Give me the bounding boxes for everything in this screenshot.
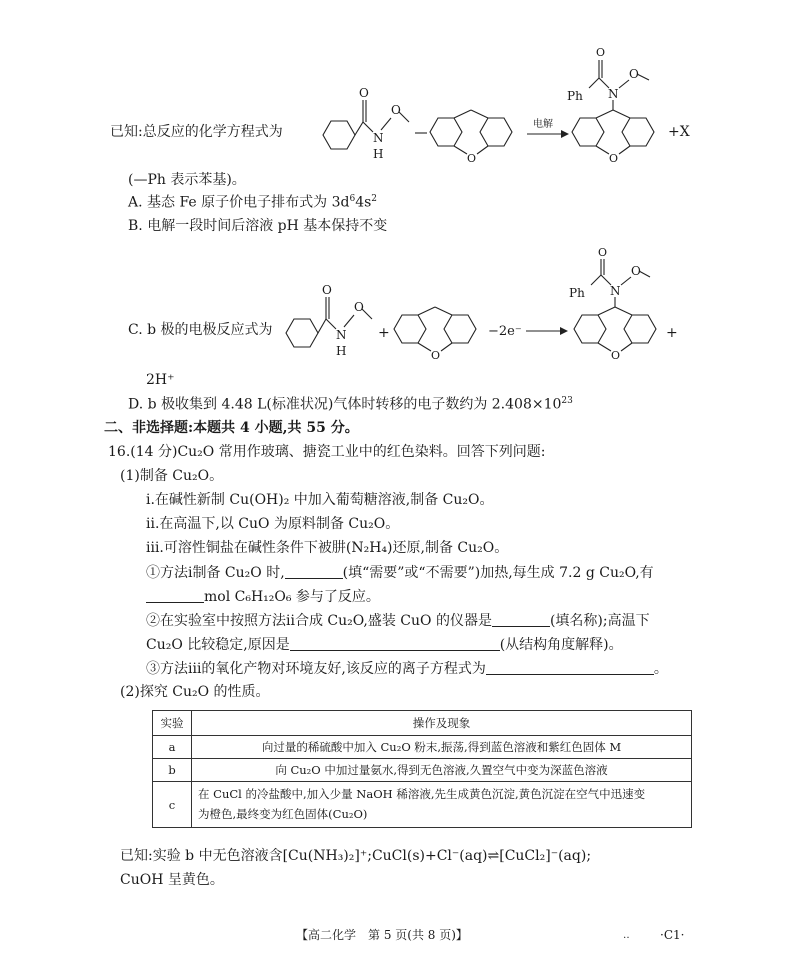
plus-x: +X (668, 124, 690, 140)
reaction-intro: 已知:总反应的化学方程式为 (110, 124, 283, 140)
method-3: ⅲ.可溶性铜盐在碱性条件下被肼(N₂H₄)还原,制备 Cu₂O。 (146, 540, 509, 556)
answer-blank-mol[interactable] (146, 588, 204, 603)
carbonyl-o: O (322, 283, 332, 297)
product-ether-o: O (631, 264, 641, 278)
product-ring-left (574, 315, 606, 343)
electrolysis-label: 电解 (533, 119, 553, 130)
xanthene-ring-left (430, 118, 462, 146)
plus-sign: + (378, 325, 390, 341)
row-id: b (153, 759, 192, 782)
product-carbonyl-o: O (596, 46, 606, 59)
table-row (153, 736, 692, 759)
answer-blank-instrument[interactable] (492, 612, 550, 627)
plus-sign-end: + (666, 325, 678, 341)
footer-mark: ‥ (623, 930, 630, 941)
product-ph: Ph (567, 89, 583, 103)
table-header-experiment: 实验 (153, 711, 192, 736)
option-c-label: C. b 极的电极反应式为 (128, 322, 273, 338)
page-footer: 【高二化学 第 5 页(共 8 页)】 (296, 928, 468, 942)
option-a: A. 基态 Fe 原子价电子排布式为 $3d^64s^2$ (128, 194, 378, 211)
option-d: D. b 极收集到 4.48 L(标准状况)气体时转移的电子数约为 $2.408\times 10^{23}$ (128, 396, 573, 413)
amide-n: N (373, 131, 384, 145)
table-row (153, 759, 692, 782)
amide-h: H (373, 147, 384, 161)
electron-term: −2e⁻ (488, 324, 522, 339)
product-ph: Ph (569, 286, 585, 300)
row-text: 向过量的稀硫酸中加入 Cu₂O 粉末,振荡,得到蓝色溶液和紫红色固体 M (192, 736, 692, 759)
q16-stem: 16.(14 分)Cu₂O 常用作玻璃、搪瓷工业中的红色染料。回答下列问题: (108, 444, 546, 460)
subquestion-2-cont: Cu₂O 比较稳定,原因是 (从结构角度解释)。 (146, 637, 623, 653)
section-title: 二、非选择题:本题共 4 小题,共 55 分。 (104, 420, 359, 436)
row-id: a (153, 736, 192, 759)
option-c-tail: 2H⁺ (146, 372, 175, 388)
xanthene-ring-left (394, 315, 426, 343)
amide-h: H (336, 344, 347, 358)
answer-blank-reason[interactable] (290, 636, 500, 651)
row-text: 向 Cu₂O 中加过量氨水,得到无色溶液,久置空气中变为深蓝色溶液 (192, 759, 692, 782)
benzene-ring (286, 319, 318, 347)
electrode-reaction-diagram (282, 245, 702, 365)
row-id: c (153, 782, 192, 828)
ether-o: O (391, 103, 401, 117)
xanthene-o: O (431, 349, 441, 362)
method-2: ⅱ.在高温下,以 CuO 为原料制备 Cu₂O。 (146, 516, 400, 532)
table-row (153, 782, 692, 828)
product-carbonyl-o: O (598, 246, 608, 259)
option-b: B. 电解一段时间后溶液 pH 基本保持不变 (128, 218, 388, 234)
benzene-ring (323, 121, 355, 149)
row-text: 在 CuCl 的冷盐酸中,加入少量 NaOH 稀溶液,先生成黄色沉淀,黄色沉淀在空气中迅速变 为橙色,最终变为红色固体(Cu₂O) (192, 782, 692, 828)
ph-note: (—Ph 表示苯基)。 (128, 172, 246, 188)
q16-part1: (1)制备 Cu₂O。 (120, 468, 224, 484)
footer-code: ·C1· (660, 928, 685, 942)
ether-o: O (354, 300, 364, 314)
q16-part2: (2)探究 Cu₂O 的性质。 (120, 684, 270, 700)
experiment-table (152, 710, 692, 828)
xanthene-o: O (467, 152, 477, 165)
amide-n: N (336, 328, 347, 342)
table-header-operation: 操作及现象 (192, 711, 692, 736)
product-n: N (608, 87, 619, 101)
subquestion-1-cont: mol C₆H₁₂O₆ 参与了反应。 (146, 588, 380, 606)
product-xanthene-o: O (611, 349, 621, 362)
product-ring-left (572, 118, 604, 146)
known-note-2: CuOH 呈黄色。 (120, 872, 224, 888)
carbonyl-o: O (359, 86, 369, 100)
total-reaction-diagram (315, 40, 695, 170)
subquestion-3: ③方法ⅲ的氧化产物对环境友好,该反应的离子方程式为 。 (146, 661, 668, 677)
product-xanthene-o: O (609, 152, 619, 165)
answer-blank-ionic-equation[interactable] (486, 660, 654, 675)
known-note-1: 已知:实验 b 中无色溶液含[Cu(NH₃)₂]⁺;CuCl(s)+Cl⁻(aq)⇌[CuCl₂]⁻(aq); (120, 848, 592, 864)
product-n: N (610, 284, 621, 298)
xanthene-ring-right (444, 315, 476, 343)
product-ring-right (622, 118, 654, 146)
product-ring-right (624, 315, 656, 343)
answer-blank-heating[interactable] (285, 564, 343, 579)
product-ether-o: O (629, 67, 639, 81)
method-1: ⅰ.在碱性新制 Cu(OH)₂ 中加入葡萄糖溶液,制备 Cu₂O。 (146, 492, 494, 508)
xanthene-ring-right (480, 118, 512, 146)
subquestion-2: ②在实验室中按照方法ⅱ合成 Cu₂O,盛装 CuO 的仪器是 (填名称);高温下 (146, 613, 650, 629)
subquestion-1: ①方法ⅰ制备 Cu₂O 时, (填“需要”或“不需要”)加热,每生成 7.2 g Cu₂O,有 (146, 565, 654, 581)
